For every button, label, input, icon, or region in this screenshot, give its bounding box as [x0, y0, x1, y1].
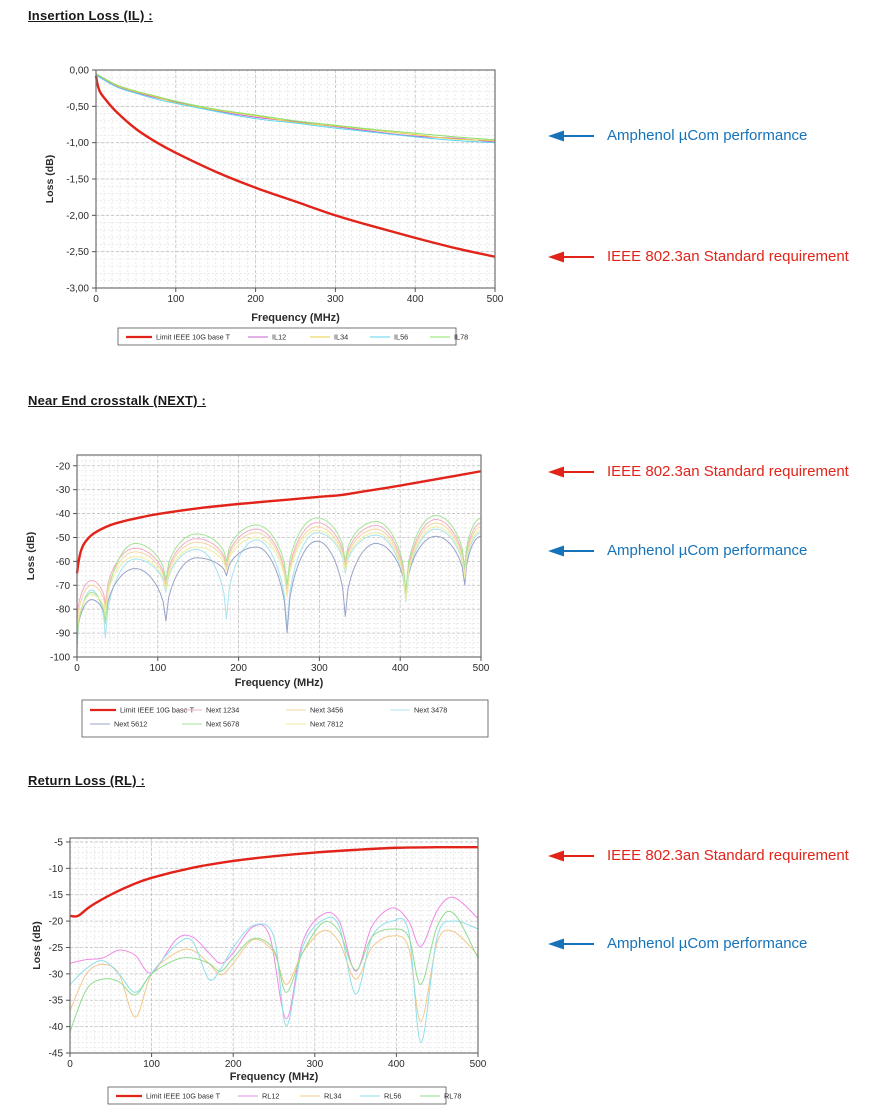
callout-amphenol-performance-next: [548, 542, 807, 559]
svg-text:300: 300: [311, 663, 328, 674]
svg-text:-45: -45: [48, 1048, 63, 1060]
svg-text:400: 400: [406, 294, 424, 305]
svg-text:RL78: RL78: [444, 1091, 462, 1101]
svg-text:Frequency (MHz): Frequency (MHz): [229, 1071, 319, 1083]
callout-ieee-requirement-next: [548, 463, 849, 480]
callout-text: IEEE 802.3an Standard requirement: [607, 463, 849, 480]
callout-text: Amphenol µCom performance: [607, 935, 808, 952]
callout-ieee-requirement-rl: [548, 847, 849, 864]
svg-text:-10: -10: [48, 863, 63, 875]
svg-text:Next 1234: Next 1234: [206, 705, 240, 715]
svg-text:-1,00: -1,00: [66, 138, 89, 150]
svg-text:-50: -50: [55, 532, 70, 544]
svg-text:Next 7812: Next 7812: [310, 719, 344, 729]
svg-text:Next 3478: Next 3478: [414, 705, 448, 715]
svg-text:-30: -30: [55, 485, 70, 497]
svg-text:-5: -5: [54, 837, 63, 849]
svg-text:-30: -30: [48, 969, 63, 981]
svg-text:0: 0: [67, 1059, 73, 1070]
svg-text:-1,50: -1,50: [66, 174, 89, 186]
callout-amphenol-performance-rl: [548, 935, 807, 952]
svg-text:200: 200: [247, 294, 264, 305]
svg-text:100: 100: [143, 1059, 160, 1070]
svg-text:300: 300: [306, 1059, 324, 1070]
svg-text:400: 400: [388, 1059, 405, 1070]
svg-text:Loss (dB): Loss (dB): [31, 921, 43, 970]
left-arrow-icon: [548, 849, 594, 863]
callout-amphenol-performance-il: [548, 127, 807, 144]
svg-text:Next 5678: Next 5678: [206, 719, 240, 729]
svg-text:-100: -100: [49, 652, 70, 664]
left-arrow-icon: [548, 129, 594, 143]
svg-text:300: 300: [327, 294, 344, 305]
svg-text:-15: -15: [48, 890, 63, 902]
svg-text:RL34: RL34: [324, 1091, 342, 1101]
callout-text: IEEE 802.3an Standard requirement: [607, 248, 849, 265]
svg-text:-40: -40: [48, 1022, 63, 1034]
svg-text:0,00: 0,00: [69, 65, 89, 77]
svg-text:500: 500: [486, 294, 504, 305]
svg-text:IL78: IL78: [454, 332, 469, 342]
svg-text:IL34: IL34: [334, 332, 349, 342]
svg-text:-20: -20: [55, 461, 70, 473]
callout-ieee-requirement-il: [548, 248, 849, 265]
left-arrow-icon: [548, 465, 594, 479]
left-arrow-icon: [548, 544, 594, 558]
left-arrow-icon: [548, 937, 594, 951]
svg-text:Loss (dB): Loss (dB): [25, 531, 37, 581]
svg-text:-60: -60: [55, 556, 70, 568]
svg-text:-90: -90: [55, 628, 70, 640]
svg-text:-0,50: -0,50: [66, 101, 89, 113]
svg-text:100: 100: [167, 294, 185, 305]
svg-text:400: 400: [391, 663, 409, 674]
svg-text:0: 0: [74, 663, 80, 674]
insertion-loss-chart: [0, 40, 560, 372]
svg-text:-2,50: -2,50: [66, 247, 89, 259]
svg-text:Frequency (MHz): Frequency (MHz): [251, 312, 340, 324]
svg-text:-3,00: -3,00: [66, 283, 89, 295]
section-title-return-loss: Return Loss (RL) :: [28, 773, 145, 788]
svg-text:-35: -35: [48, 995, 63, 1007]
svg-text:100: 100: [149, 663, 167, 674]
svg-text:IL12: IL12: [272, 332, 287, 342]
callout-text: Amphenol µCom performance: [607, 542, 808, 559]
svg-text:Limit IEEE 10G base T: Limit IEEE 10G base T: [120, 705, 195, 715]
callout-text: IEEE 802.3an Standard requirement: [607, 847, 849, 864]
svg-text:Limit IEEE 10G base T: Limit IEEE 10G base T: [156, 332, 231, 342]
callout-text: Amphenol µCom performance: [607, 127, 808, 144]
svg-text:-2,00: -2,00: [66, 210, 89, 222]
svg-text:Frequency (MHz): Frequency (MHz): [234, 677, 324, 689]
svg-text:Limit IEEE 10G base T: Limit IEEE 10G base T: [146, 1091, 221, 1101]
svg-text:-25: -25: [48, 942, 63, 954]
section-title-next: Near End crosstalk (NEXT) :: [28, 393, 207, 408]
svg-text:Loss (dB): Loss (dB): [44, 154, 56, 204]
section-title-insertion-loss: Insertion Loss (IL) :: [28, 8, 153, 23]
return-loss-chart: [0, 800, 560, 1112]
svg-text:Next 3456: Next 3456: [310, 705, 344, 715]
svg-text:200: 200: [224, 1059, 242, 1070]
svg-text:Next 5612: Next 5612: [114, 719, 148, 729]
left-arrow-icon: [548, 250, 594, 264]
svg-text:RL12: RL12: [262, 1091, 280, 1101]
svg-text:500: 500: [469, 1059, 487, 1070]
svg-text:0: 0: [93, 294, 99, 305]
svg-text:-70: -70: [55, 580, 70, 592]
svg-text:RL56: RL56: [384, 1091, 402, 1101]
next-chart: [0, 420, 560, 760]
svg-text:IL56: IL56: [394, 332, 409, 342]
svg-text:-20: -20: [48, 916, 63, 928]
svg-text:-80: -80: [55, 604, 70, 616]
svg-text:-40: -40: [55, 509, 70, 521]
svg-text:200: 200: [230, 663, 247, 674]
svg-text:500: 500: [472, 663, 490, 674]
